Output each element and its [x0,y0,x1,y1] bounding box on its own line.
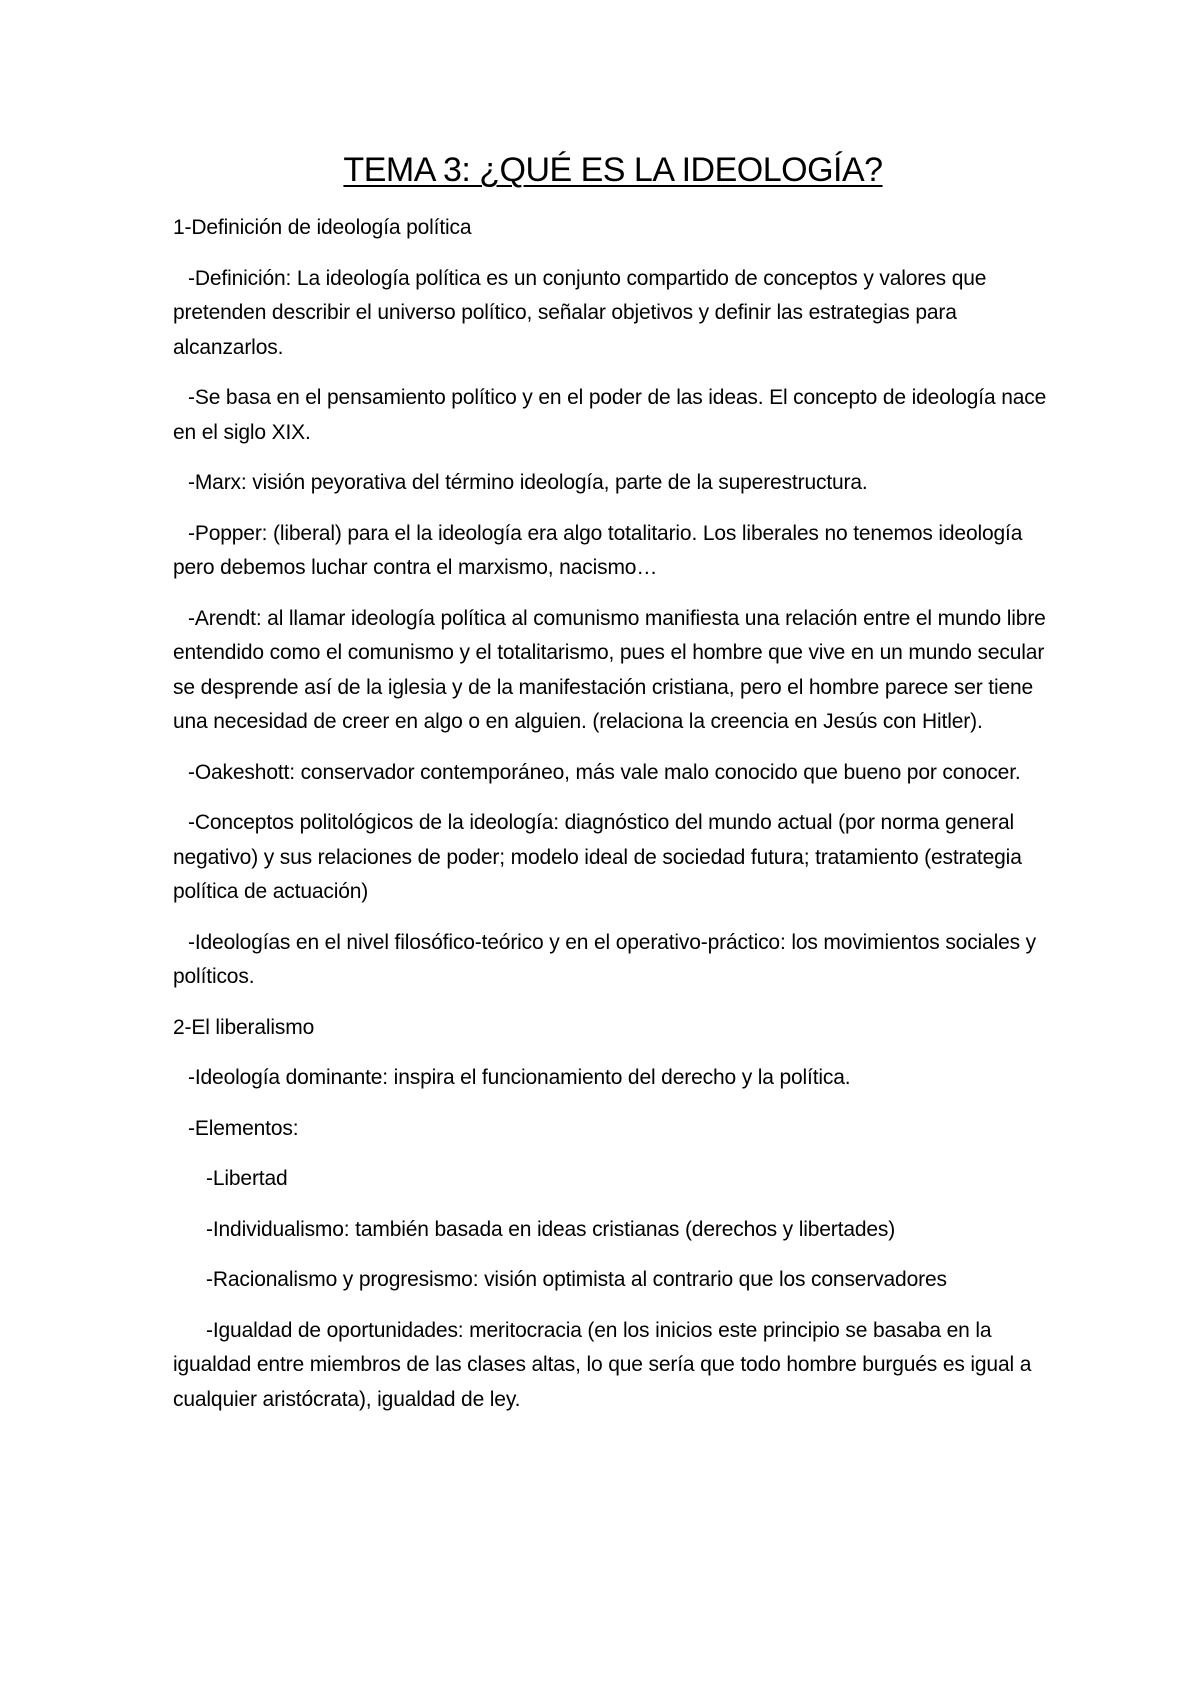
paragraph-arendt: -Arendt: al llamar ideología política al comunismo manifiesta una relación entre el mundo libre entendido como el comunismo y el totalitarismo, pues el hombre que vive en un mundo secular se desprende así de la iglesia y de la manifestación cristiana, pero el hombre parece ser tiene una necesidad de creer en algo o en alguien. (relaciona la creencia en Jesús con Hitler). [173,606,1046,733]
section-heading-definicion: 1-Definición de ideología política [173,216,472,239]
list-item-libertad: -Libertad [206,1167,288,1190]
paragraph-marx: -Marx: visión peyorativa del término ideología, parte de la superestructura. [188,471,868,494]
paragraph-elementos: -Elementos: [188,1116,299,1140]
paragraph-ideologia-dominante: -Ideología dominante: inspira el funcionamiento del derecho y la política. [188,1066,851,1089]
paragraph-niveles: -Ideologías en el nivel filosófico-teórico y en el operativo-práctico: los movimientos sociales y políticos. [173,930,1037,988]
list-item-racionalismo: -Racionalismo y progresismo: visión optimista al contrario que los conservadores [206,1268,947,1291]
paragraph-pensamiento: -Se basa en el pensamiento político y en el poder de las ideas. El concepto de ideología nace en el siglo XIX. [173,386,1047,444]
document-page [173,148,1053,1433]
paragraph-conceptos: -Conceptos politológicos de la ideología: diagnóstico del mundo actual (por norma general negativo) y sus relaciones de poder; modelo ideal de sociedad futura; tratamiento (estrategia política de actuación) [173,811,1022,903]
paragraph-oakeshott: -Oakeshott: conservador contemporáneo, más vale malo conocido que bueno por conocer. [188,760,1021,784]
paragraph-definicion: -Definición: La ideología política es un conjunto compartido de conceptos y valores que pretenden describir el universo político, señalar objetivos y definir las estrategias para alcanzarlos. [173,266,987,359]
list-item-igualdad: -Igualdad de oportunidades: meritocracia (en los inicios este principio se basaba en la igualdad entre miembros de las clases altas, lo que sería que todo hombre burgués es igual a cualquier aristócrata), igualdad de ley. [173,1318,1032,1411]
page-title: TEMA 3: ¿QUÉ ES LA IDEOLOGÍA? [343,151,883,189]
paragraph-popper: -Popper: (liberal) para el la ideología era algo totalitario. Los liberales no tenemos ideología pero debemos luchar contra el marxismo, nacismo… [173,521,1023,579]
list-item-individualismo: -Individualismo: también basada en ideas cristianas (derechos y libertades) [206,1217,896,1241]
section-heading-liberalismo: 2-El liberalismo [173,1015,315,1039]
